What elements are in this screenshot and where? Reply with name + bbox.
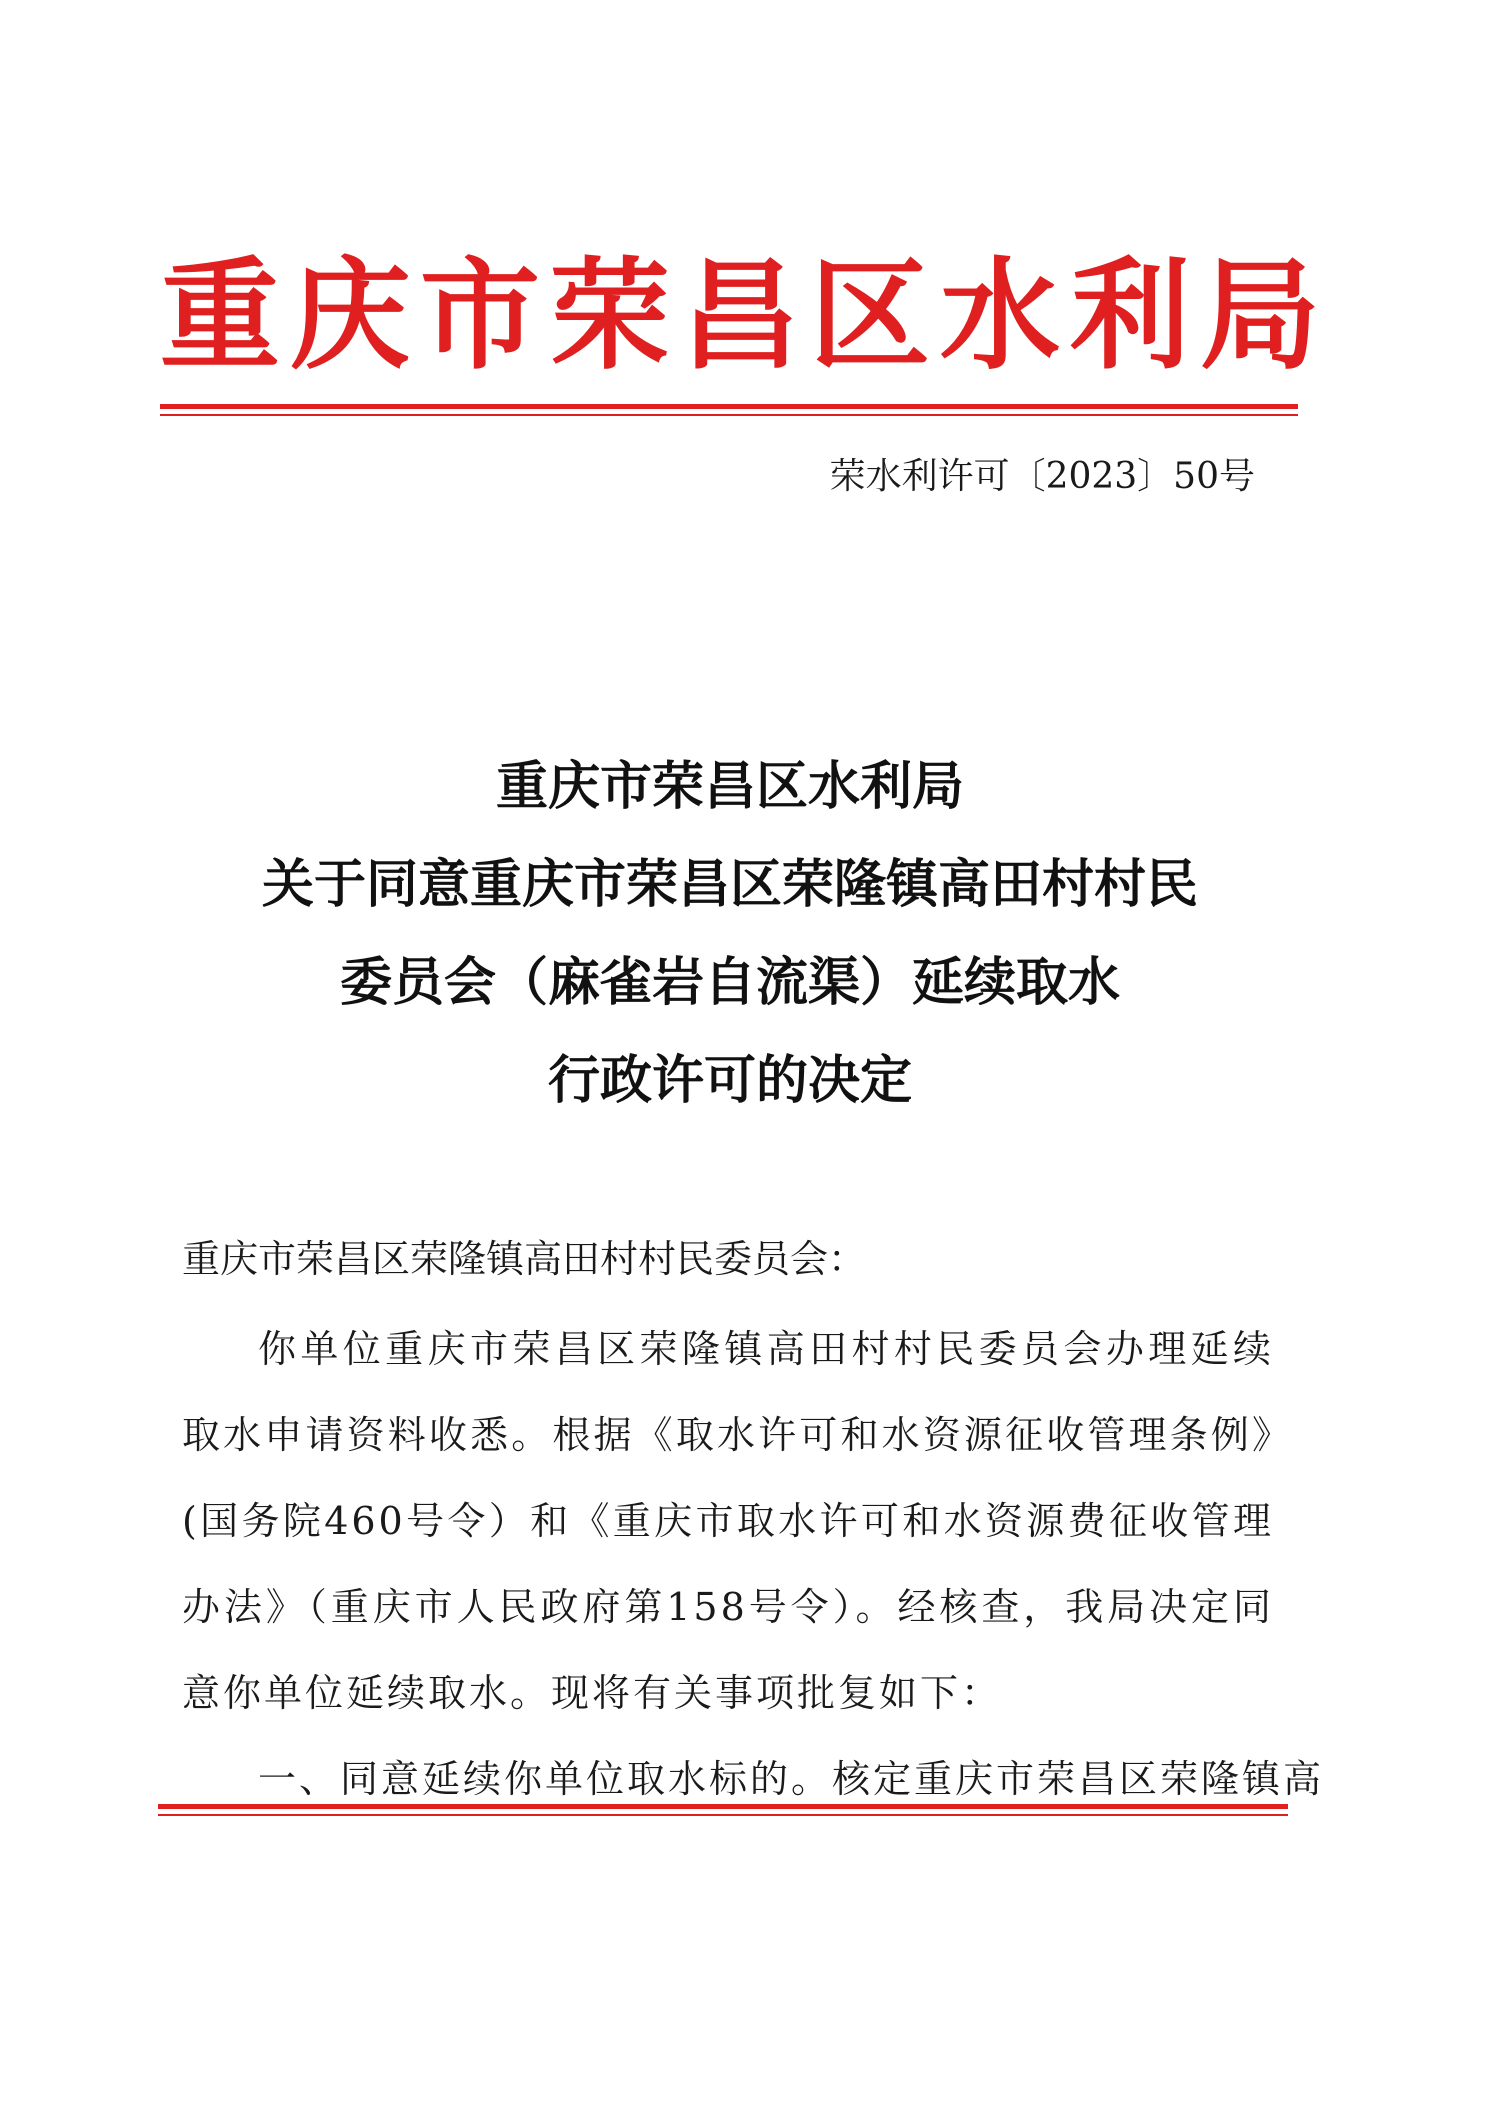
document-body	[182, 1216, 1325, 1822]
title-line-1: 重庆市荣昌区水利局	[495, 756, 964, 817]
letterhead-title: 重庆市荣昌区水利局	[160, 245, 1330, 386]
paragraph-1: 你单位重庆市荣昌区荣隆镇高田村村民委员会办理延续取水申请资料收悉。根据《取水许可和水资源征收管理条例》(国务院460号令）和《重庆市取水许可和水资源费征收管理办法》（重庆市人民政府第158号令）。经核查，我局决定同意你单位延续取水。现将有关事项批复如下：	[182, 1327, 1274, 1715]
footer-rule-thin	[158, 1814, 1288, 1816]
title-line-2: 关于同意重庆市荣昌区荣隆镇高田村村民	[261, 854, 1198, 915]
document-title	[140, 738, 1320, 1130]
title-line-3: 委员会（麻雀岩自流渠）延续取水	[339, 952, 1120, 1013]
letterhead-rule-thick	[160, 404, 1298, 409]
document-number: 荣水利许可〔2023〕50号	[829, 456, 1255, 497]
letterhead-rule-thin	[160, 414, 1298, 416]
salutation: 重庆市荣昌区荣隆镇高田村村民委员会：	[182, 1237, 867, 1281]
footer-rule-thick	[158, 1804, 1288, 1809]
paragraph-2: 一、同意延续你单位取水标的。核定重庆市荣昌区荣隆镇高	[258, 1757, 1325, 1801]
title-line-4: 行政许可的决定	[547, 1050, 912, 1111]
